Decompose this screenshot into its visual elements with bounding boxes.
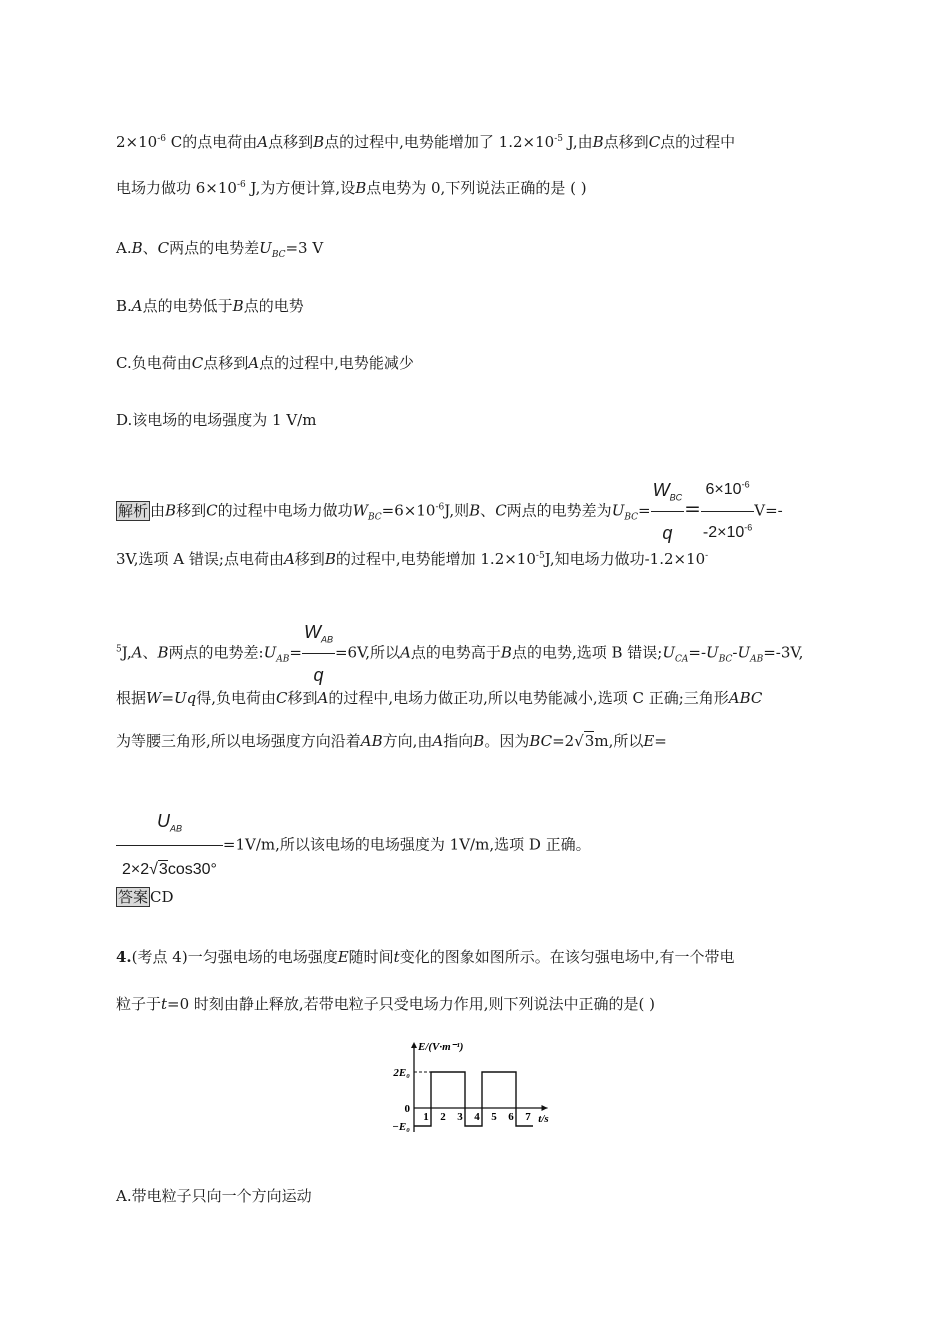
problem4-line1 [116,946,734,968]
radicand: 3 [158,861,168,878]
var-U: U [263,643,277,662]
fraction-w-over-q [651,470,685,553]
var-B: B [469,501,481,520]
text: 变化的图象如图所示。在该匀强电场中,有一个带电 [399,948,735,966]
var-B: B [157,643,169,662]
subscript: AB [169,823,182,834]
var-ABC: ABC [728,689,763,707]
analysis-line4 [116,687,762,709]
text: 、 [142,643,158,662]
frac-num: 6×10 [705,481,742,498]
var-C: C [157,239,170,257]
subscript: BC [718,654,733,665]
text: 点的过程中,电势能减少 [259,354,414,372]
text: 的过程中,电势能增加 1.2×10 [335,550,536,568]
frac-den: 2×2 [122,861,150,878]
text: 根据 [116,689,147,707]
var-B: B [500,643,512,662]
text: =3 V [285,239,324,257]
text: 移到 [287,689,318,707]
x-tick-label: 3 [457,1111,463,1123]
text: C的点电荷由 [165,133,258,151]
fraction-w-over-q [302,612,335,695]
frac-den: cos30° [167,861,217,878]
text: 移到 [294,550,325,568]
var-A: A [131,643,143,662]
text: 点的电势 [243,297,304,315]
question-number: 4. [116,948,132,966]
y-tick-label: 2E₀ [393,1067,410,1079]
var-A: A [283,550,295,568]
var-W: W [146,689,162,707]
text: 点移到 [203,354,249,372]
frac-den: q [302,653,335,695]
text: 、 [480,501,496,520]
text: 指向 [443,732,474,750]
var-A: A [248,354,260,372]
option-text: A.带电粒子只向一个方向运动 [116,1187,312,1205]
text: 点的过程中 [660,133,736,151]
text: (考点 4)一匀强电场的电场强度 [131,948,338,966]
var-U: U [706,643,719,662]
var-E: E [643,732,655,750]
exponent: -6 [435,502,445,513]
radicand: 3 [584,732,595,750]
var-A: A [400,643,411,662]
x-axis-label: t/s [538,1113,549,1125]
text: 2×10 [116,133,158,151]
var-BC: BC [529,732,553,750]
option-label: C.负电荷由 [116,354,192,372]
text: J,由 [562,133,593,151]
frac-den: q [651,511,685,553]
sqrt-icon: √ [574,732,584,750]
text: J,则 [444,501,470,520]
text: - [732,643,738,662]
text: 两点的电势差: [168,643,264,662]
frac-num: W [652,480,670,500]
problem4-option-a[interactable] [116,1185,312,1207]
exponent: -5 [554,134,563,144]
text: J,为方便计算,设 [245,179,356,197]
analysis-tag: 解析 [118,501,149,520]
x-tick-label: 1 [423,1111,429,1123]
var-C: C [276,689,288,707]
subscript: BC [368,512,382,523]
var-B: B [131,239,143,257]
problem3-line2 [116,177,587,199]
text: =- [688,643,707,662]
x-axis-arrow-icon [542,1105,548,1111]
option-label: A. [116,239,132,257]
text: =6×10 [381,501,436,520]
problem4-line2 [116,993,655,1015]
y-tick-label: −E₀ [392,1121,410,1133]
text: 点的电势低于 [142,297,233,315]
text: m,所以 [594,732,644,750]
exponent: -6 [741,479,750,490]
var-A: A [317,689,329,707]
var-B: B [313,133,325,151]
text: 移到 [176,501,207,520]
text: 、 [142,239,158,257]
y-axis-arrow-icon [411,1042,417,1048]
answer-line [116,886,174,908]
var-U: U [611,501,625,520]
text: =6V,所以 [334,643,401,662]
var-U: U [662,643,675,662]
var-AB: AB [360,732,383,750]
text: 由 [150,501,166,520]
text: =0 时刻由静止释放,若带电粒子只受电场力作用,则下列说法中正确的是( ) [167,995,655,1013]
var-U: U [259,239,272,257]
x-tick-label: 5 [491,1111,497,1123]
problem3-line1 [116,131,735,153]
option-label: B. [116,297,132,315]
var-B: B [473,732,485,750]
text: = [654,732,667,750]
frac-den: -2×10 [702,524,745,541]
analysis-line5 [116,730,667,752]
sqrt-icon: √ [149,861,158,878]
analysis-line2 [116,548,708,570]
var-C: C [648,133,661,151]
subscript: AB [750,654,764,665]
text: = [161,689,175,707]
var-B: B [324,550,336,568]
exponent: -6 [236,180,246,190]
exponent: -5 [535,551,545,561]
text: 。因为 [484,732,530,750]
var-t: t [393,948,400,966]
text: 点的电势高于 [410,643,501,662]
text: J,知电场力做功-1.2×10 [544,550,706,568]
x-tick-label: 4 [474,1111,480,1123]
text: =1V/m,所以该电场的电场强度为 1V/m,选项 D 正确。 [222,835,591,854]
var-C: C [191,354,204,372]
text: J, [121,643,132,662]
var-A: A [131,297,143,315]
var-t: t [161,995,168,1013]
text: 两点的电势差为 [506,501,612,520]
analysis-line1 [116,470,783,553]
text: 随时间 [348,948,394,966]
subscript: BC [271,250,286,260]
text: 为等腰三角形,所以电场强度方向沿着 [116,732,361,750]
var-A: A [432,732,444,750]
subscript: BC [669,492,683,503]
text: 点的过程中,电势能增加了 1.2×10 [324,133,555,151]
var-A: A [257,133,269,151]
text: =-3V, [763,643,804,662]
option-d[interactable] [116,409,316,431]
equals: = [684,496,701,521]
var-B: B [165,501,177,520]
text: 的过程中电场力做功 [217,501,353,520]
var-W: W [352,501,368,520]
text: =2 [552,732,575,750]
option-label: D.该电场的电场强度为 1 V/m [116,411,317,429]
text: 点移到 [268,133,314,151]
x-tick-label: 2 [440,1111,446,1123]
text: 得,负电荷由 [196,689,277,707]
var-B: B [232,297,244,315]
text: 点电势为 0,下列说法正确的是 ( ) [366,179,587,197]
subscript: CA [675,654,689,665]
option-c[interactable] [116,352,414,374]
text: 电场力做功 6×10 [116,179,237,197]
fraction-numeric [701,470,754,553]
text: = [289,643,302,662]
text: = [638,501,651,520]
var-C: C [206,501,218,520]
text: V=- [754,501,783,520]
analysis-line6 [116,798,591,893]
var-B: B [355,179,367,197]
frac-num: U [156,811,170,831]
text: 点移到 [603,133,649,151]
var-B: B [592,133,604,151]
frac-num: W [303,622,321,642]
answer-tag: 答案 [118,888,149,906]
text: 粒子于 [116,995,162,1013]
e-t-graph [370,1038,580,1138]
exponent: -6 [744,522,753,533]
sqrt [574,730,594,752]
subscript: AB [276,654,290,665]
text: 方向,由 [382,732,433,750]
var-Uq: Uq [174,689,197,707]
x-tick-label: 6 [508,1111,514,1123]
var-C: C [495,501,507,520]
text: 的过程中,电场力做正功,所以电势能减小,选项 C 正确;三角形 [328,689,729,707]
fraction-e-field [116,798,223,893]
exponent: -6 [157,134,166,144]
option-b[interactable] [116,295,304,317]
option-a[interactable] [116,237,323,259]
text: 两点的电势差 [169,239,260,257]
subscript: BC [624,512,639,523]
x-tick-label: 7 [525,1111,531,1123]
var-U: U [737,643,751,662]
y-tick-label: 0 [404,1103,410,1115]
exponent: - [705,551,709,561]
exponent: 5 [116,644,122,655]
var-E: E [337,948,349,966]
subscript: AB [320,634,333,645]
text: 3V,选项 A 错误;点电荷由 [116,550,284,568]
text: 点的电势,选项 B 错误; [511,643,663,662]
answer-value: CD [150,888,174,906]
y-axis-label: E/(V·m⁻¹) [418,1041,464,1053]
analysis-line3 [116,612,803,695]
